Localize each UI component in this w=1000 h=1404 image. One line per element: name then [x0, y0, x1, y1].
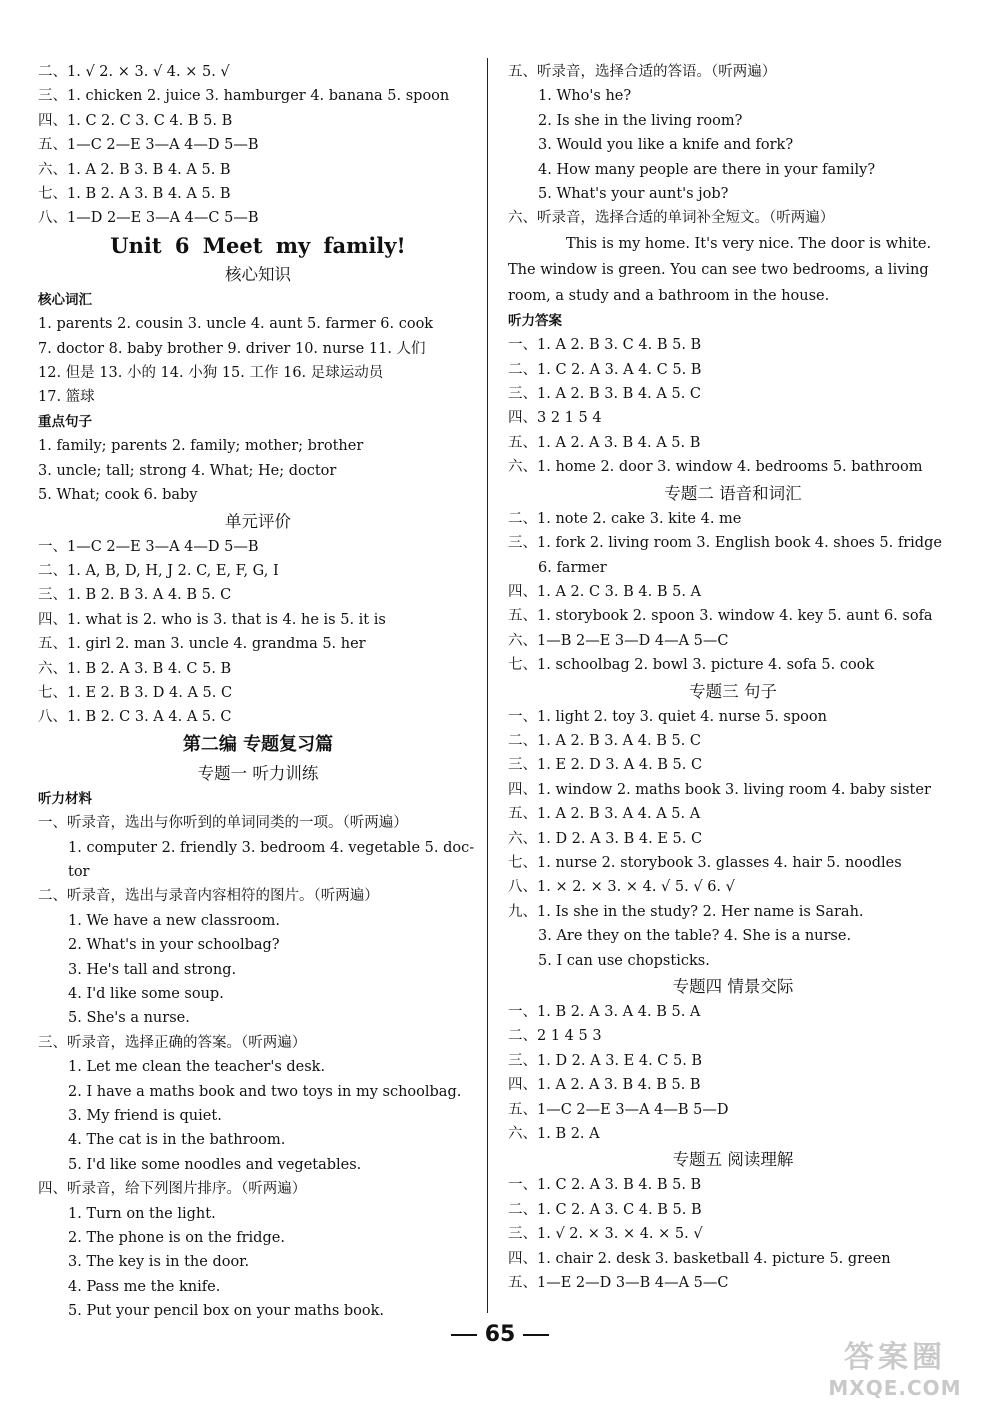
answer-line: 五、1. storybook 2. spoon 3. window 4. key 5. aunt 6. sofa [508, 608, 933, 625]
answer-line: 六、1. A 2. B 3. B 4. A 5. B [38, 161, 231, 178]
indented-line: 4. The cat is in the bathroom. [68, 1132, 286, 1149]
watermark-bottom: MXQE.COM [828, 1376, 962, 1400]
indented-line: 1. Turn on the light. [68, 1205, 216, 1222]
answer-line: 二、1. A, B, D, H, J 2. C, E, F, G, I [38, 562, 279, 579]
indented-line: 3. He's tall and strong. [68, 961, 237, 978]
answer-line: 五、1. A 2. A 3. B 4. A 5. B [508, 434, 701, 451]
subheading: 核心词汇 [38, 291, 92, 308]
answer-line: 一、1. A 2. B 3. C 4. B 5. B [508, 337, 702, 354]
watermark-top: 答案圈 [844, 1340, 946, 1375]
section-heading: 专题五 阅读理解 [672, 1150, 794, 1170]
answer-line: 二、2 1 4 5 3 [508, 1028, 602, 1045]
answer-line: 二、1. note 2. cake 3. kite 4. me [508, 510, 742, 527]
indented-line: 1. computer 2. friendly 3. bedroom 4. vegetable 5. doc- [68, 839, 475, 856]
answer-line: 四、1. A 2. C 3. B 4. B 5. A [508, 583, 702, 600]
answer-line: 八、1. B 2. C 3. A 4. A 5. C [38, 709, 232, 726]
answer-line: 九、1. Is she in the study? 2. Her name is Sarah. [508, 903, 864, 920]
answer-line: 七、1. E 2. B 3. D 4. A 5. C [38, 684, 233, 701]
footer-dash-left [451, 1334, 477, 1336]
answer-line: 四、3 2 1 5 4 [508, 410, 602, 427]
answer-line: 七、1. B 2. A 3. B 4. A 5. B [38, 186, 231, 203]
answer-line: 六、1. B 2. A 3. B 4. C 5. B [38, 660, 232, 677]
answer-line: 一、1—C 2—E 3—A 4—D 5—B [38, 538, 259, 555]
answer-line: 二、听录音，选出与录音内容相符的图片。（听两遍） [38, 888, 379, 905]
answer-line: 二、1. √ 2. × 3. √ 4. × 5. √ [38, 64, 230, 80]
answer-line: 四、听录音，给下列图片排序。（听两遍） [38, 1181, 307, 1198]
answer-line: 三、1. B 2. B 3. A 4. B 5. C [38, 587, 232, 604]
answer-line: 一、1. C 2. A 3. B 4. B 5. B [508, 1177, 702, 1194]
page-number: 65 [484, 1322, 516, 1347]
indented-line: 5. I can use chopsticks. [538, 952, 710, 969]
answer-line: 五、1—C 2—E 3—A 4—D 5—B [38, 137, 259, 154]
answer-line: 三、1. chicken 2. juice 3. hamburger 4. banana 5. spoon [38, 88, 450, 105]
indented-line: 2. What's in your schoolbag? [68, 937, 280, 954]
answer-line: 五、1. girl 2. man 3. uncle 4. grandma 5. her [38, 636, 366, 653]
watermark-logo [800, 1332, 990, 1400]
answer-line: 5. What; cook 6. baby [38, 487, 198, 504]
answer-line: 四、1. chair 2. desk 3. basketball 4. picture 5. green [508, 1250, 891, 1267]
indented-line: 4. How many people are there in your family? [538, 161, 876, 178]
answer-line: 三、1. E 2. D 3. A 4. B 5. C [508, 757, 703, 774]
footer-dash-right [523, 1334, 549, 1336]
answer-line: 一、听录音，选出与你听到的单词同类的一项。（听两遍） [38, 815, 408, 832]
subheading: 听力答案 [508, 312, 562, 329]
answer-line: 五、1—E 2—D 3—B 4—A 5—C [508, 1275, 729, 1292]
section-heading: 专题四 情景交际 [672, 977, 794, 996]
answer-line: 六、1. home 2. door 3. window 4. bedrooms 5. bathroom [508, 459, 923, 476]
answer-line: 三、1. fork 2. living room 3. English book 4. shoes 5. fridge [508, 535, 942, 552]
answer-line: 五、1. A 2. B 3. A 4. A 5. A [508, 806, 701, 823]
answer-line: 二、1. C 2. A 3. C 4. B 5. B [508, 1201, 702, 1218]
answer-line: 12. 但是 13. 小的 14. 小狗 15. 工作 16. 足球运动员 [38, 365, 384, 382]
section-heading: 核心知识 [225, 264, 291, 284]
answer-line: 四、1. what is 2. who is 3. that is 4. he is 5. it is [38, 611, 386, 628]
answer-line: 六、1—B 2—E 3—D 4—A 5—C [508, 632, 729, 649]
section-heading: 单元评价 [225, 511, 291, 531]
part-heading: 第二编 专题复习篇 [182, 733, 334, 755]
answer-line: 二、1. C 2. A 3. A 4. C 5. B [508, 361, 702, 378]
answer-line: 7. doctor 8. baby brother 9. driver 10. nurse 11. 人们 [38, 340, 426, 357]
answer-line: 一、1. light 2. toy 3. quiet 4. nurse 5. spoon [508, 708, 827, 725]
indented-line: 1. Who's he? [538, 88, 632, 105]
answer-line: 1. parents 2. cousin 3. uncle 4. aunt 5. farmer 6. cook [38, 316, 434, 333]
section-heading: 专题二 语音和词汇 [664, 483, 802, 503]
indented-line: 3. Would you like a knife and fork? [538, 137, 794, 154]
indented-line: 6. farmer [538, 559, 607, 576]
unit-title: Unit 6 Meet my family! [110, 232, 406, 258]
indented-line: 5. She's a nurse. [68, 1010, 190, 1027]
subheading: 重点句子 [38, 413, 92, 430]
paragraph: This is my home. It's very nice. The door is white. The window is green. You can see two bedrooms, a living room, a study and a bathroom in the house. [508, 235, 932, 304]
indented-line: 3. Are they on the table? 4. She is a nurse. [538, 928, 852, 945]
left-column [38, 60, 478, 1324]
indented-line: 1. We have a new classroom. [68, 912, 280, 929]
subheading: 听力材料 [38, 790, 92, 807]
answer-line: 三、1. D 2. A 3. E 4. C 5. B [508, 1052, 703, 1069]
answer-line: 三、听录音，选择正确的答案。（听两遍） [38, 1034, 307, 1051]
section-heading: 专题三 句子 [689, 681, 777, 701]
answer-line: 四、1. C 2. C 3. C 4. B 5. B [38, 112, 233, 129]
answer-line: 四、1. window 2. maths book 3. living room 4. baby sister [508, 781, 931, 798]
indented-line: tor [68, 863, 90, 880]
section-heading: 专题一 听力训练 [197, 763, 319, 783]
answer-line: 一、1. B 2. A 3. A 4. B 5. A [508, 1004, 701, 1020]
answer-line: 17. 篮球 [38, 389, 95, 406]
answer-line: 四、1. A 2. A 3. B 4. B 5. B [508, 1077, 701, 1094]
indented-line: 2. Is she in the living room? [538, 112, 743, 129]
indented-line: 3. The key is in the door. [68, 1254, 250, 1271]
answer-line: 八、1. × 2. × 3. × 4. √ 5. √ 6. √ [508, 879, 735, 896]
answer-line: 七、1. schoolbag 2. bowl 3. picture 4. sofa 5. cook [508, 657, 875, 674]
answer-line: 七、1. nurse 2. storybook 3. glasses 4. hair 5. noodles [508, 854, 902, 871]
answer-line: 三、1. √ 2. × 3. × 4. × 5. √ [508, 1226, 703, 1243]
answer-line: 3. uncle; tall; strong 4. What; He; doctor [38, 462, 337, 479]
right-column [508, 60, 958, 1295]
indented-line: 5. I'd like some noodles and vegetables. [68, 1156, 362, 1173]
indented-line: 4. Pass me the knife. [68, 1278, 221, 1295]
indented-line: 1. Let me clean the teacher's desk. [68, 1059, 326, 1076]
indented-line: 5. What's your aunt's job? [538, 186, 729, 203]
answer-line: 六、1. B 2. A [508, 1126, 600, 1143]
answer-line: 五、1—C 2—E 3—A 4—B 5—D [508, 1101, 729, 1118]
answer-line: 八、1—D 2—E 3—A 4—C 5—B [38, 210, 259, 227]
answer-line: 1. family; parents 2. family; mother; brother [38, 438, 364, 455]
answer-line: 六、听录音，选择合适的单词补全短文。（听两遍） [508, 210, 835, 227]
indented-line: 4. I'd like some soup. [68, 986, 224, 1002]
indented-line: 2. I have a maths book and two toys in my schoolbag. [68, 1083, 462, 1100]
answer-line: 二、1. A 2. B 3. A 4. B 5. C [508, 732, 702, 749]
answer-line: 六、1. D 2. A 3. B 4. E 5. C [508, 830, 703, 847]
indented-line: 3. My friend is quiet. [68, 1108, 222, 1125]
column-divider [487, 58, 488, 1313]
answer-line: 三、1. A 2. B 3. B 4. A 5. C [508, 386, 702, 403]
indented-line: 2. The phone is on the fridge. [68, 1230, 285, 1247]
indented-line: 5. Put your pencil box on your maths book. [68, 1303, 385, 1320]
answer-line: 五、听录音，选择合适的答语。（听两遍） [508, 64, 777, 80]
